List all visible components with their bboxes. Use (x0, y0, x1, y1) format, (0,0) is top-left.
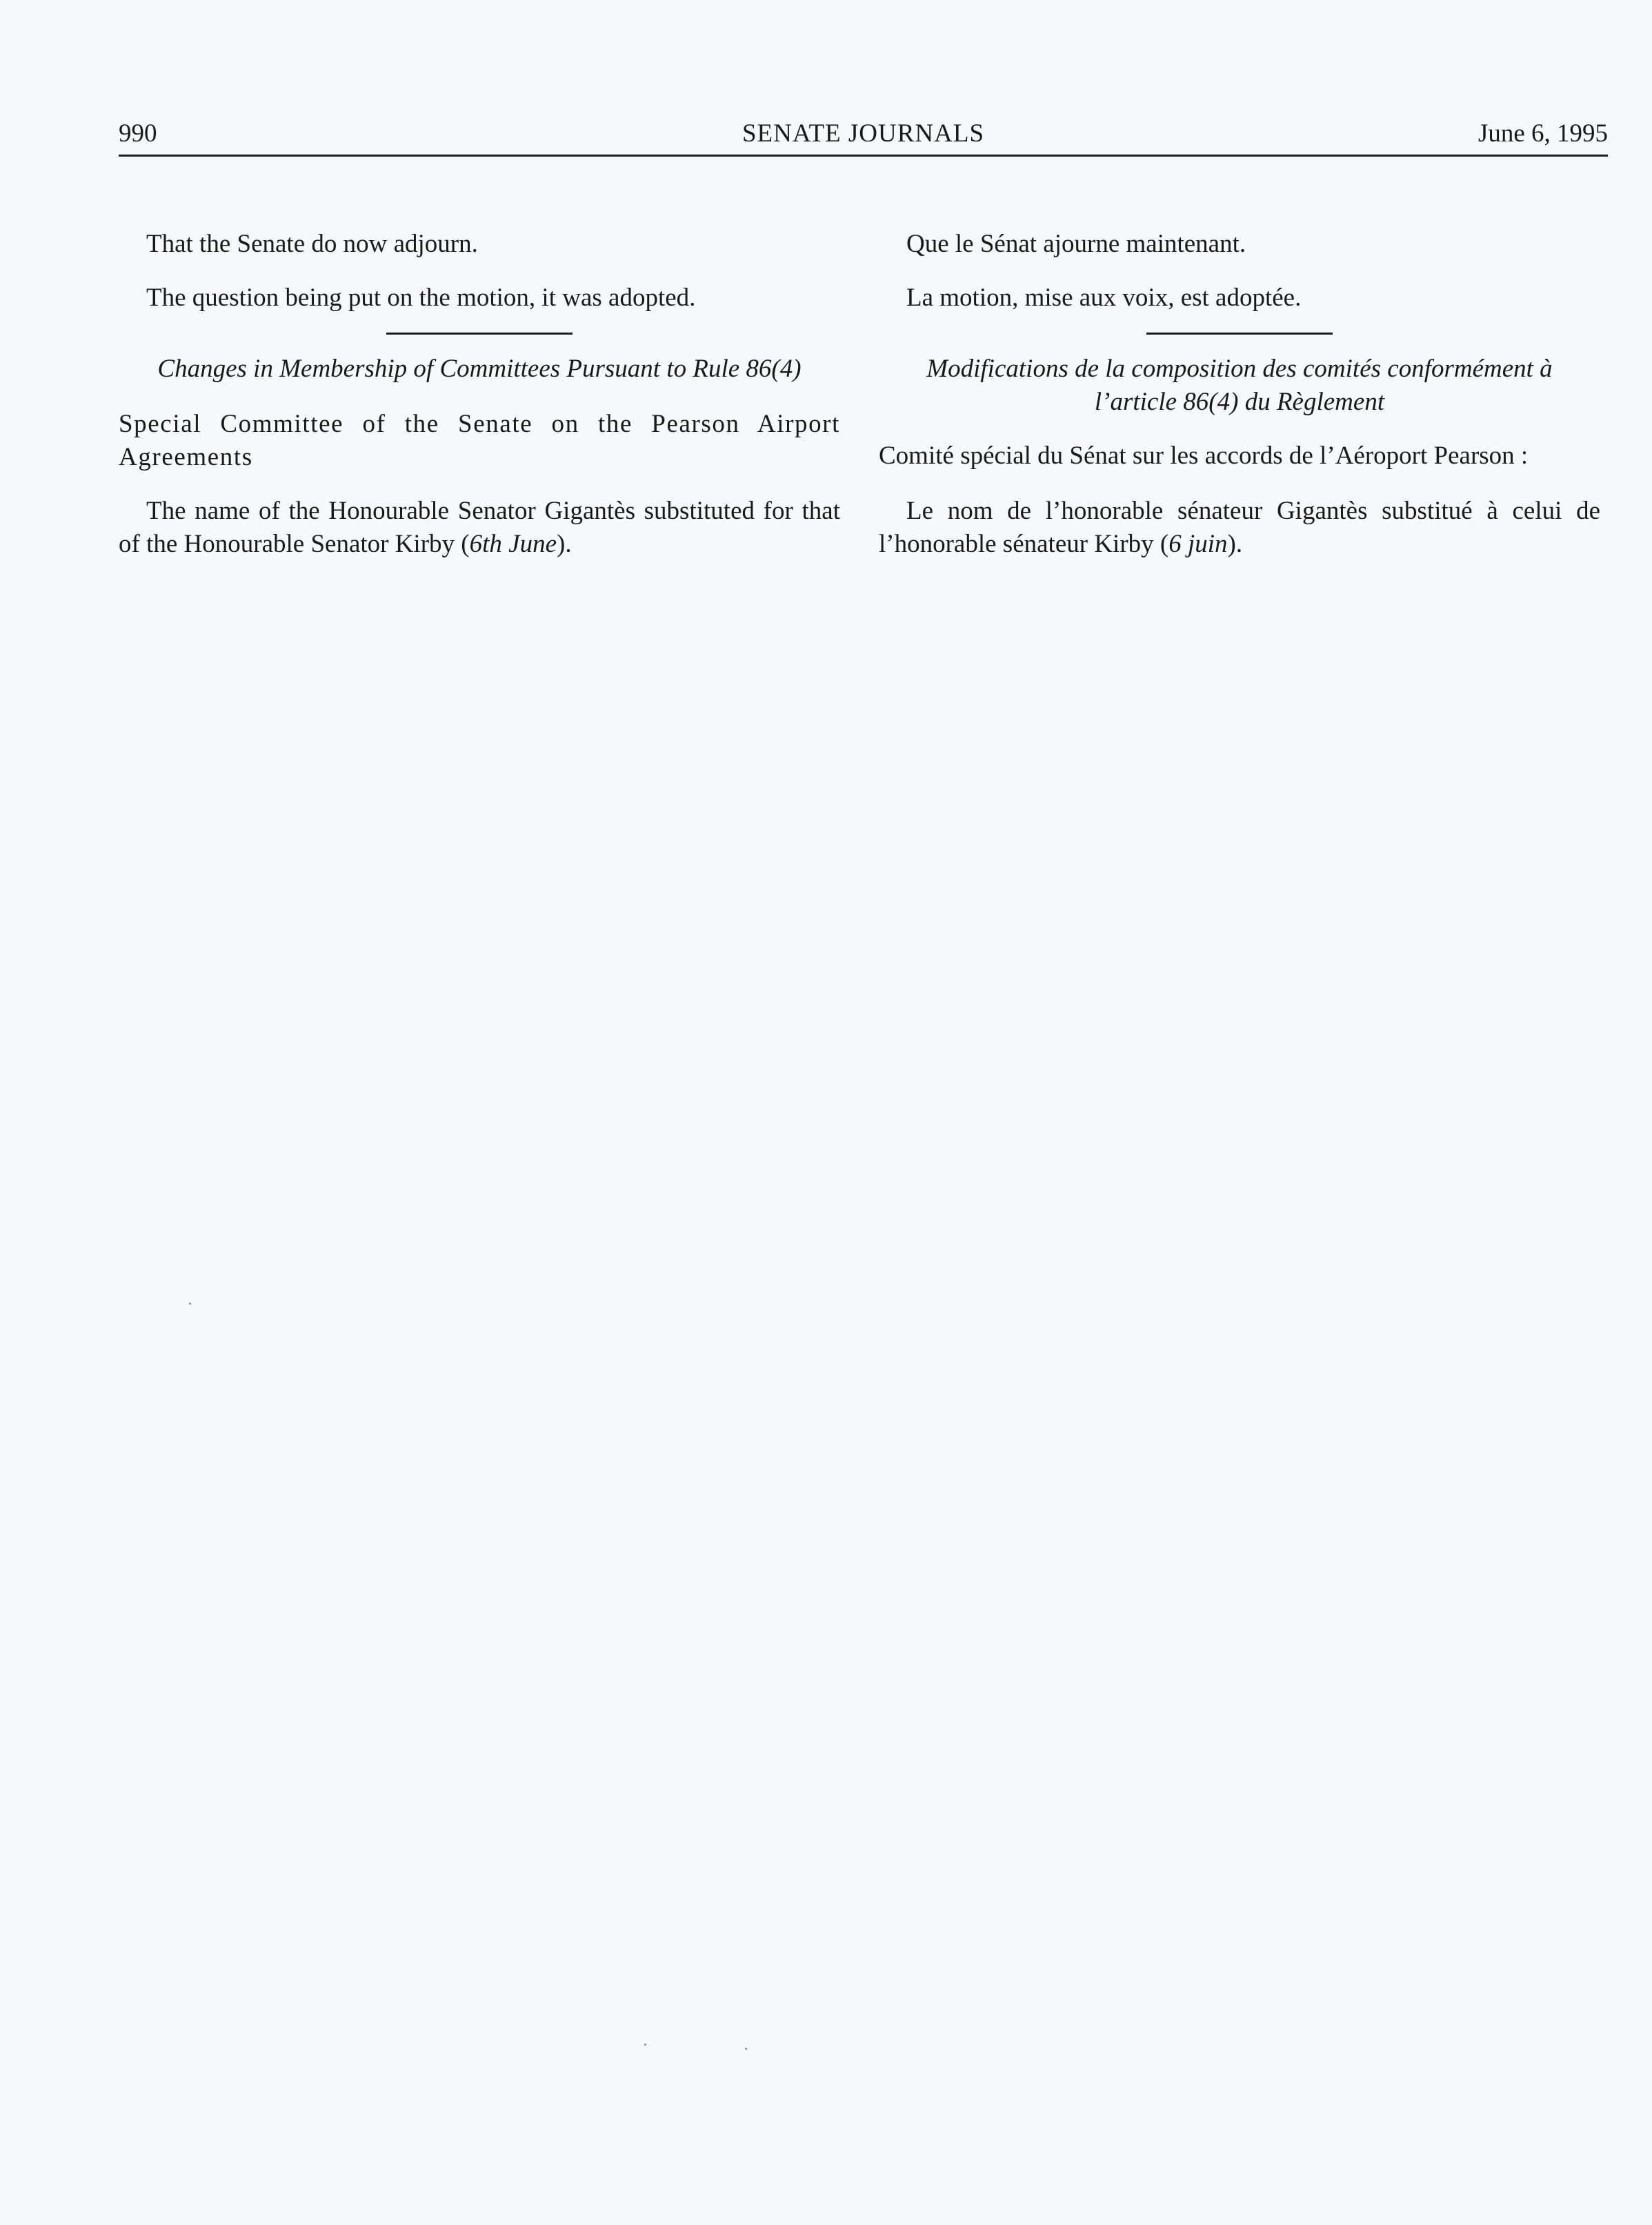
section-separator-fr (1146, 333, 1333, 335)
journal-title: SENATE JOURNALS (742, 119, 985, 148)
motion-text: That the Senate do now adjourn. (146, 230, 478, 258)
section-separator (386, 333, 573, 335)
motion-text-fr: Que le Sénat ajourne maintenant. (906, 230, 1246, 258)
english-column (119, 228, 840, 561)
header-rule (119, 155, 1608, 157)
scan-speck (644, 2044, 646, 2046)
page-number: 990 (119, 119, 157, 148)
membership-change-date-fr: 6 juin (1168, 530, 1228, 558)
committee-name: Special Committee of the Senate on the Pearson Airport Agreements (119, 410, 840, 471)
running-head (119, 119, 1608, 160)
membership-change-date: 6th June (469, 530, 557, 558)
membership-change-text: The name of the Honourable Senator Gigantès substituted for that of the Honourable Senator Kirby (119, 497, 840, 558)
committee-name-fr: Comité spécial du Sénat sur les accords de l’Aéroport Pearson : (879, 442, 1529, 470)
adopted-text-fr: La motion, mise aux voix, est adoptée. (906, 284, 1302, 312)
french-column (879, 228, 1600, 561)
section-heading-fr: Modifications de la composition des comités conformément à l’article 86(4) du Règlement (926, 355, 1553, 416)
membership-change-text-fr: Le nom de l’honorable sénateur Gigantès substitué à celui de l’honorable sénateur Kirby (879, 497, 1600, 558)
adopted-text: The question being put on the motion, it was adopted. (146, 284, 696, 312)
scan-speck (189, 1303, 191, 1305)
membership-change: The name of the Honourable Senator Gigantès substituted for that of the Honourable Senator Kirby (6th June). (119, 497, 840, 558)
journal-date: June 6, 1995 (1477, 119, 1608, 148)
scan-speck (745, 2048, 747, 2050)
membership-change-fr: Le nom de l’honorable sénateur Gigantès substitué à celui de l’honorable sénateur Kirby (6 juin). (879, 497, 1600, 558)
section-heading: Changes in Membership of Committees Pursuant to Rule 86(4) (157, 355, 802, 383)
